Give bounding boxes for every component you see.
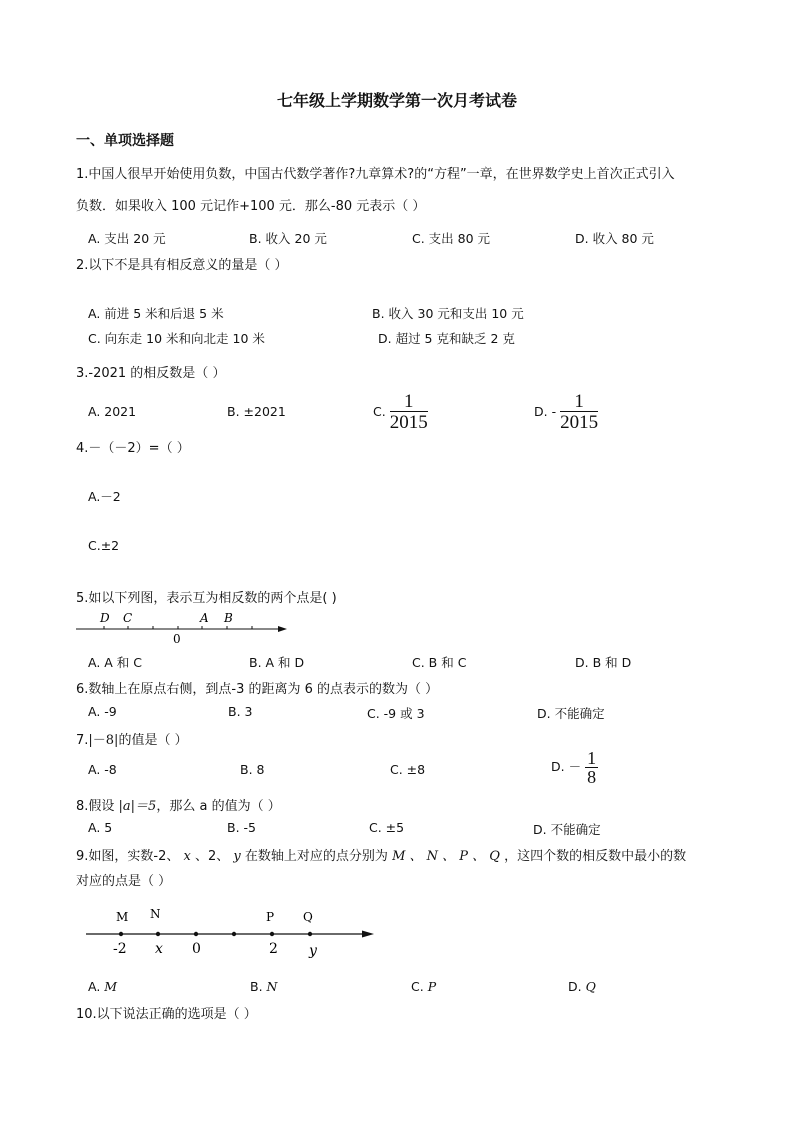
option-d-prefix: D. -: [534, 404, 557, 419]
point-label-a: A: [200, 611, 209, 625]
question-3-option-b: B. ±2021: [227, 404, 286, 419]
question-7-stem: [76, 729, 188, 748]
question-5-stem: 5.如以下列图，表示互为相反数的两个点是( ): [76, 591, 337, 606]
q9-text-part: ，这四个数的相反数中最小的数: [504, 849, 687, 864]
question-2-option-a: A. 前进 5 米和后退 5 米: [88, 306, 224, 321]
section-heading: 一、单项选择题: [76, 133, 174, 149]
tick-label-x: x: [155, 941, 163, 957]
origin-label: 0: [173, 632, 181, 646]
question-9-option-c: [411, 979, 436, 994]
option-variable: N: [266, 979, 278, 994]
number-line-figure-q9: [80, 902, 380, 962]
fraction-numerator: 1: [560, 392, 598, 412]
point-label-c: C: [123, 611, 133, 625]
question-7-option-d: [551, 749, 598, 786]
question-4-stem: 4.－（－2）=（ ）: [76, 441, 190, 456]
fraction-denominator: 2015: [389, 412, 428, 433]
question-9-option-a: [88, 979, 117, 994]
question-5-option-d: D. B 和 D: [575, 655, 632, 670]
point-label-b: B: [224, 611, 233, 625]
variable-x: x: [183, 849, 191, 864]
question-6-option-c: C. -9 或 3: [367, 706, 425, 721]
question-8-option-c: C. ±5: [369, 820, 405, 835]
question-3-option-d: [534, 392, 598, 433]
question-1-option-a: A. 支出 20 元: [88, 231, 166, 246]
fraction-1-over-2015: [390, 392, 428, 433]
axis-arrowhead: [362, 931, 374, 938]
question-8-prefix: 8.假设: [76, 799, 119, 814]
variable-y: y: [233, 849, 241, 864]
number-line-figure-q5: [74, 607, 294, 647]
question-4-option-c: C.±2: [88, 538, 120, 553]
absolute-value-equation: |a|＝5: [118, 799, 157, 814]
option-variable: M: [104, 979, 118, 994]
question-1-option-d: D. 收入 80 元: [575, 231, 654, 246]
question-5-option-a: A. A 和 C: [88, 655, 143, 670]
question-7-option-b: B. 8: [240, 762, 265, 777]
option-c-prefix: C.: [373, 404, 386, 419]
point-label-p: P: [266, 910, 275, 924]
question-3-stem: 3.-2021 的相反数是（ ）: [76, 366, 226, 381]
option-variable: P: [427, 979, 437, 994]
question-5-option-c: C. B 和 C: [412, 655, 467, 670]
page-title: 七年级上学期数学第一次月考试卷: [276, 91, 517, 110]
question-6-option-b: B. 3: [228, 704, 253, 719]
question-6-option-d: D. 不能确定: [537, 706, 605, 721]
option-prefix: B.: [250, 979, 267, 994]
question-7-option-a: A. -8: [88, 762, 117, 777]
q9-text-part: 、2、: [195, 849, 230, 864]
q9-text-part: 9.如图，实数-2、: [76, 849, 180, 864]
question-6-stem: 6.数轴上在原点右侧，到点-3 的距离为 6 的点表示的数为（ ）: [76, 682, 439, 697]
question-7-prefix: 7.: [76, 733, 89, 748]
point-label-m: M: [116, 910, 129, 924]
tick-label-y: y: [309, 943, 317, 959]
question-2-option-b: B. 收入 30 元和支出 10 元: [372, 306, 524, 321]
fraction-denominator: 2015: [560, 412, 599, 433]
question-2-option-c: C. 向东走 10 米和向北走 10 米: [88, 331, 265, 346]
fraction-1-over-8: [585, 749, 598, 786]
question-8-option-b: B. -5: [227, 820, 256, 835]
question-6-option-a: A. -9: [88, 704, 117, 719]
question-9-option-b: [250, 979, 277, 994]
question-4-option-a: A.－2: [88, 489, 121, 504]
question-10-stem: 10.以下说法正确的选项是（ ）: [76, 1007, 257, 1022]
question-8-suffix: ，那么 a 的值为（ ）: [156, 799, 281, 814]
question-1-line-1: 1.中国人很早开始使用负数，中国古代数学著作?九章算术?的“方程”一章，在世界数学史上首次正式引入: [76, 167, 675, 182]
fraction-denominator: 8: [587, 767, 597, 787]
question-2-option-d: D. 超过 5 克和缺乏 2 克: [378, 331, 515, 346]
point-label-q: Q: [303, 910, 313, 924]
question-9-option-d: [568, 979, 596, 994]
option-variable: Q: [585, 979, 596, 994]
question-9-line-2: 对应的点是（ ）: [76, 874, 172, 889]
absolute-value-expression: |－8|: [88, 733, 119, 748]
question-8-option-a: A. 5: [88, 820, 113, 835]
question-8-stem: [76, 795, 281, 814]
point-names: M 、 N 、 P 、 Q: [392, 849, 500, 864]
axis-arrowhead: [278, 626, 287, 632]
question-1-option-b: B. 收入 20 元: [249, 231, 327, 246]
tick-label-minus-2: -2: [113, 941, 127, 957]
question-7-option-c: C. ±8: [390, 762, 426, 777]
question-2-stem: 2.以下不是具有相反意义的量是（ ）: [76, 258, 288, 273]
question-5-option-b: B. A 和 D: [249, 655, 305, 670]
fraction-numerator: 1: [587, 748, 597, 768]
tick-label-2: 2: [269, 941, 278, 957]
question-8-option-d: D. 不能确定: [533, 822, 601, 837]
fraction-1-over-2015: [560, 392, 598, 433]
question-3-option-c: [373, 392, 428, 433]
option-prefix: C.: [411, 979, 428, 994]
question-7-suffix: 的值是（ ）: [118, 733, 188, 748]
q9-text-part: 在数轴上对应的点分别为: [244, 849, 388, 864]
question-9-line-1: [76, 845, 686, 864]
option-prefix: D.: [568, 979, 586, 994]
question-1-line-2: 负数．如果收入 100 元记作+100 元．那么-80 元表示（ ）: [76, 199, 426, 214]
point-label-n: N: [150, 907, 161, 921]
tick-label-zero: 0: [192, 941, 201, 957]
fraction-numerator: 1: [390, 392, 428, 412]
option-d-prefix: D. －: [551, 759, 582, 774]
question-1-option-c: C. 支出 80 元: [412, 231, 491, 246]
point-label-d: D: [100, 611, 110, 625]
question-3-option-a: A. 2021: [88, 404, 137, 419]
option-prefix: A.: [88, 979, 105, 994]
